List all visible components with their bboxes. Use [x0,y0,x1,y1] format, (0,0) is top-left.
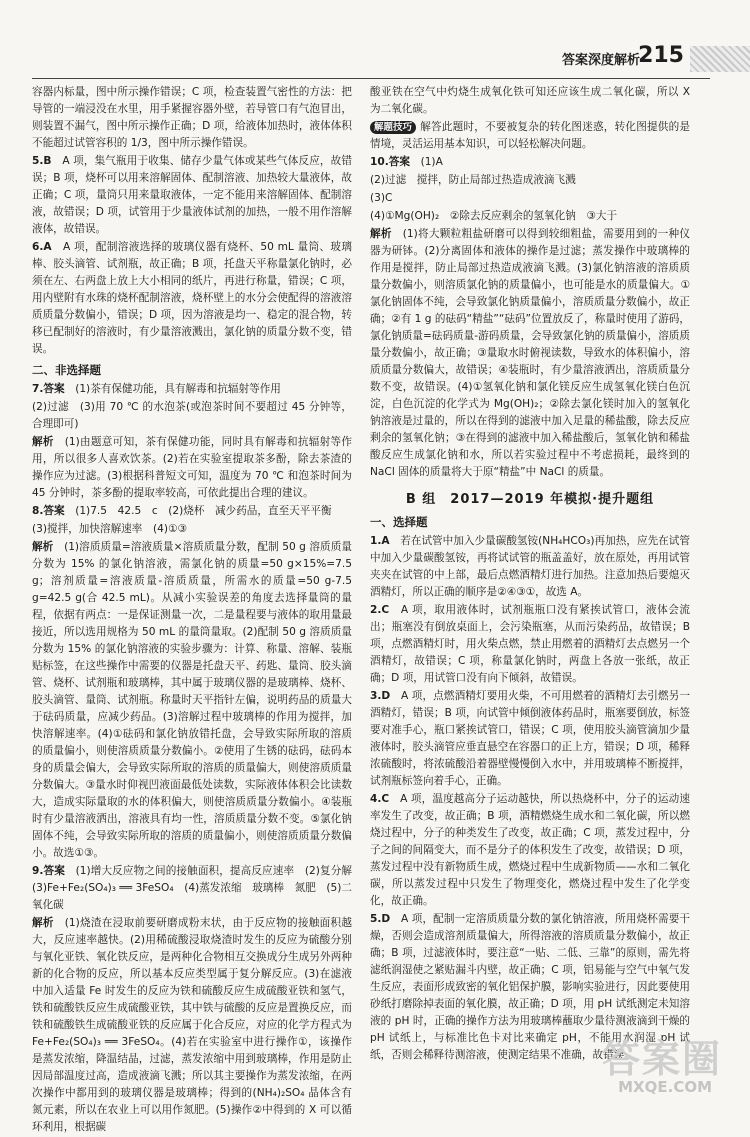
paragraph-text: 酸亚铁在空气中灼烧生成氧化铁可知还应该生成二氧化碳，所以 X 为二氧化碳。 [370,86,690,115]
paragraph-text: (2)过滤 搅拌，防止局部过热造成液滴飞溅 [370,174,576,186]
paragraph-text: (1)7.5 42.5 c (2)烧杯 减少药品，直至天平平衡 [75,505,332,517]
question-number: 4.C [370,793,390,805]
question-number: 6.A [32,241,52,253]
left-column [32,84,363,1137]
right-column [370,84,690,1065]
text-paragraph [32,539,352,862]
analysis-label: 解析 [32,436,54,448]
text-paragraph [32,399,352,433]
section-heading: 一、选择题 [370,515,428,529]
text-paragraph [370,172,690,189]
analysis-label: 解析 [370,228,392,240]
text-paragraph [32,239,352,358]
question-number: 2.C [370,604,390,616]
watermark-url: MXQE.COM [618,1078,712,1096]
text-paragraph [370,84,690,118]
paragraph-text: (1)将大颗粒粗盐研磨可以得到较细粗盐，需要用到的一种仪器为研钵。(2)分离固体和液体的操作是过滤；蒸发操作中玻璃棒的作用是搅拌，防止局部过热造成液滴飞溅。(3)氯化钠溶液的溶质质量分数偏小，则溶质氯化钠的质量偏小，也可能是水的质量偏大。①氯化钠固体不纯，会导致氯化钠质量偏小，溶质质量分数偏小，故正确；②有 1 g 的砝码“精盐”“砝码”位置放反了，称量时使用了游码，氯化钠质量=砝码质量-游码质量，会导致氯化钠的质量偏小，溶质质量分数偏小，故正确；③量取水时俯视读数，导致水的体积偏小，溶质质量分数偏大，故错误；④装瓶时，有少量溶液洒出，溶质质量分数不变，故错误。(4)①氢氧化钠和氯化镁反应生成氢氧化镁白色沉淀，白色沉淀的化学式为 Mg(OH)₂；②除去氯化镁时加入的氢氧化钠溶液是过量的，所以在得到的滤液中加入足量的稀盐酸，除去反应剩余的氢氧化钠；③在得到的滤液中加入稀盐酸后，氢氧化钠和稀盐酸反应生成氯化钠和水，所以若实验过程中不考虑损耗，最终到的 NaCl 固体的质量将大于原“精盐”中 NaCl 的质量。 [370,228,691,478]
text-paragraph [370,791,690,910]
page-number: 215 [638,43,684,68]
group-title: B 组 2017—2019 年模拟·提升题组 [405,492,655,507]
text-paragraph [32,153,352,238]
paragraph-text: (1)茶有保健功能，具有解毒和抗辐射等作用 [75,383,281,395]
text-paragraph [370,190,690,207]
header-decor-band [690,46,750,72]
header-rule [32,78,710,79]
question-number: 9.答案 [32,865,65,877]
section-heading: 二、非选择题 [32,363,101,377]
paragraph-text: 若在试管中加入少量碳酸氢铵(NH₄HCO₃)再加热，应先在试管中加入少量碳酸氢铵，再将试试管的瓶盖盖好，放在原处，再用试管夹夹在试管的中上部，最后点燃酒精灯进行加热。注意加热后要熄灭酒精灯，所以正确的顺序是②④③①，故选 A。 [370,535,690,598]
analysis-label: 解析 [32,541,54,553]
text-paragraph [370,119,690,153]
text-paragraph [370,208,690,225]
paragraph-text: (1)烧渣在浸取前要研磨成粉末状，由于反应物的接触面积越大，反应速率越快。(2)用稀硫酸浸取烧渣时发生的反应为硫酸分别与氧化亚铁、氧化铁反应，是两种化合物相互交换成分生成另外两种新的化合物的反应，所以基本反应类型属于复分解反应。(3)在滤液中加入适量 Fe 时发生的反应为铁和硫酸反应生成硫酸亚铁和氢气，铁和硫酸铁反应生成硫酸亚铁，其中铁与硫酸的反应是置换反应，而铁和硫酸铁生成硫酸亚铁的反应属于化合反应，对应的化学方程式为 Fe+Fe₂(SO₄)₃ ══ 3FeSO₄。(4)若在实验室中进行操作①，该操作是蒸发浓缩，降温结晶，过滤，蒸发浓缩中用到玻璃棒，作用是防止因局部温度过高，造成液滴飞溅；所以其主要操作为蒸发浓缩，在两次操作中都用到的玻璃仪器是玻璃棒；得到的(NH₄)₂SO₄ 晶体含有氮元素，所以在农业上可以用作氮肥。(5)操作②中得到的 X 可以循环利用，根据碳 [32,917,353,1133]
watermark-text: 答案圈 [601,1037,722,1081]
text-paragraph [32,915,352,1136]
paragraph-text: 解答此题时，不要被复杂的转化图迷惑，转化图提供的是情境，灵活运用基本知识，可以轻松解决问题。 [370,121,690,150]
text-paragraph [370,154,690,171]
paragraph-text: (1)增大反应物之间的接触面积，提高反应速率 (2)复分解 (3)Fe+Fe₂(SO₄)₃ ══ 3FeSO₄ (4)蒸发浓缩 玻璃棒 氮肥 (5)二氧化碳 [32,865,363,911]
paragraph-text: A 项，配制一定溶质质量分数的氯化钠溶液，所用烧杯需要干燥，否则会造成溶剂质量偏大，所得溶液的溶质质量分数偏小，故正确；B 项，过滤液体时，要注意“一贴、二低、三靠”的原则，需先将滤纸润湿使之紧贴漏斗内壁，故正确；C 项，铝易能与空气中氧气发生反应，表面形成致密的氧化铝保护膜，影响实验进行，因此要使用砂纸打磨除掉表面的氧化膜，故正确；D 项，用 pH 试纸测定未知溶液的 pH 时，正确的操作方法为用玻璃棒蘸取少量待测液滴到干燥的 pH 试纸上，与标准比色卡对比来确定 pH，不能用水润湿 pH 试纸，否则会稀释待测溶液，使测定结果不准确，故错误。 [370,913,690,1061]
tip-badge: 解题技巧 [370,121,416,134]
paragraph-text: (3)搅拌，加快溶解速率 (4)①③ [32,523,187,535]
text-paragraph [32,863,363,914]
paragraph-text: A 项，配制溶液选择的玻璃仪器有烧杯、50 mL 量筒、玻璃棒、胶头滴管、试剂瓶，故正确；B 项，托盘天平称量氯化钠时，必须在左、右两盘上放上大小相同的纸片，再进行称量，错误；C 项，用内壁附有水珠的烧杯配制溶液，烧杯壁上的水分会使配得的溶液溶质质量分数偏小，错误；D 项，因为溶液是均一、稳定的混合物，转移已配制好的溶液时，有少量溶液溅出，氯化钠的质量分数不变，错误。 [32,241,352,355]
paragraph-text: (1)A [420,156,443,168]
paragraph-text: (2)过滤 (3)用 70 ℃ 的水泡茶(或泡茶时间不要超过 45 分钟等，合理即可) [32,401,352,430]
question-number: 3.D [370,690,391,702]
paragraph-text: A 项，集气瓶用于收集、储存少量气体或某些气体反应，故错误；B 项，烧杯可以用来溶解固体、配制溶液、加热较大量液体，故正确；C 项，量筒只用来量取液体，一定不能用来溶解固体、配制溶液，故错误；D 项，试管用于少量液体试剂的加热，一般不用作溶解液体，故错误。 [32,155,352,235]
question-number: 5.B [32,155,52,167]
text-paragraph [370,602,690,687]
question-number: 1.A [370,535,390,547]
paragraph-text: (1)溶质质量=溶液质量×溶质质量分数，配制 50 g 溶质质量分数为 15% 的氯化钠溶液，需氯化钠的质量=50 g×15%=7.5 g；溶剂质量=溶液质量-溶质质量，所需水的质量=50 g-7.5 g=42.5 g(合 42.5 mL)。从减小实验误差的角度去选择量筒的量程，依据有两点：一是保证测量一次，二是量程要与液体的取用量最接近，所以选用规格为 50 mL 的量筒量取。(2)配制 50 g 溶质质量分数为 15% 的氯化钠溶液的实验步骤为：计算、称量、溶解、装瓶贴标签，在这些操作中需要的仪器是托盘天平、药匙、量筒、胶头滴管、烧杯、试剂瓶和玻璃棒，其中属于玻璃仪器的是玻璃棒、烧杯、胶头滴管、量筒、试剂瓶。称量时天平指针左偏，说明药品的质量大于砝码质量，应减少药品。(3)溶解过程中玻璃棒的作用为搅拌，加快溶解速率。(4)①砝码和氯化钠放错托盘，会导致实际所取的溶质的质量偏小，则使溶质质量分数偏小。②使用了生锈的砝码，砝码本身的质量会偏大，会导致实际所取的溶质的质量偏大，则使溶质质量分数偏大。③量水时仰视凹液面最低处读数，实际液体体积会比读数大，造成实际量取的水的体积偏大，则使溶质质量分数偏小。④装瓶时有少量溶液洒出，溶液具有均一性，溶质质量分数不变。⑤氯化钠固体不纯，会导致实际所取的溶质的质量偏小，则使溶质质量分数偏小。故选①③。 [32,541,352,859]
question-number: 10.答案 [370,156,410,168]
question-number: 7.答案 [32,383,65,395]
question-number: 5.D [370,913,391,925]
page-header [0,38,750,72]
watermark-logo [582,1028,732,1098]
paragraph-text: A 项，取用液体时，试剂瓶瓶口没有紧挨试管口，液体会流出；瓶塞没有倒放桌面上，会污染瓶塞，从而污染药品，故错误；B 项，点燃酒精灯时，用火柴点燃，禁止用燃着的酒精灯去点燃另一个酒精灯，故错误；C 项，称量氯化钠时，两盘上各放一张纸，故正确；D 项，用试管口没有向下倾斜，故错误。 [370,604,690,684]
text-paragraph [370,226,690,481]
paragraph-text: A 项，点燃酒精灯要用火柴，不可用燃着的酒精灯去引燃另一酒精灯，错误；B 项，向试管中倾倒液体药品时，瓶塞要倒放，标签要对准手心，瓶口紧挨试管口，错误；C 项，使用胶头滴管滴加少量液体时，胶头滴管应垂直悬空在容器口的正上方，错误；D 项，稀释浓硫酸时，将浓硫酸沿着器壁慢慢倒入水中，并用玻璃棒不断搅拌，试剂瓶标签向着手心，正确。 [370,690,690,787]
text-paragraph [370,533,690,601]
paragraph-text: (4)①Mg(OH)₂ ②除去反应剩余的氢氧化钠 ③大于 [370,210,618,222]
question-number: 8.答案 [32,505,65,517]
section-label: 答案深度解析 [561,53,640,68]
paragraph-text: 容器内标量，图中所示操作错误；C 项，检查装置气密性的方法：把导管的一端浸没在水里，用手紧握容器外壁，若导管口有气泡冒出，则装置不漏气，图中所示操作正确；D 项，给液体加热时，液体体积不能超过试管容积的 1/3，图中所示操作错误。 [32,86,352,149]
text-paragraph [32,381,352,398]
text-paragraph [32,84,352,152]
paragraph-text: (1)由题意可知，茶有保健功能，同时具有解毒和抗辐射等作用，所以很多人喜欢饮茶。(2)若在实验室提取茶多酚，除去茶渣的操作应为过滤。(3)根据科普短文可知，温度为 70 ℃ 和泡茶时间为 45 分钟时，茶多酚的提取率较高，可依此提出合理的建议。 [32,436,353,499]
text-paragraph [370,688,690,790]
paragraph-text: (3)C [370,192,393,204]
paragraph-text: A 项，温度越高分子运动越快，所以热烧杯中，分子的运动速率发生了改变，故正确；B 项，酒精燃烧生成水和二氧化碳，所以燃烧过程中，分子的种类发生了改变，故正确；C 项，蒸发过程中，分子之间的间隔变大，而不是分子的体积发生了改变，故错误；D 项，蒸发过程中没有新物质生成，燃烧过程中生成新物质——水和二氧化碳，所以蒸发过程中只发生了物理变化，燃烧过程中发生了化学变化，故正确。 [370,793,691,907]
text-paragraph [32,503,352,520]
text-paragraph [32,521,352,538]
text-paragraph [32,434,352,502]
analysis-label: 解析 [32,917,54,929]
